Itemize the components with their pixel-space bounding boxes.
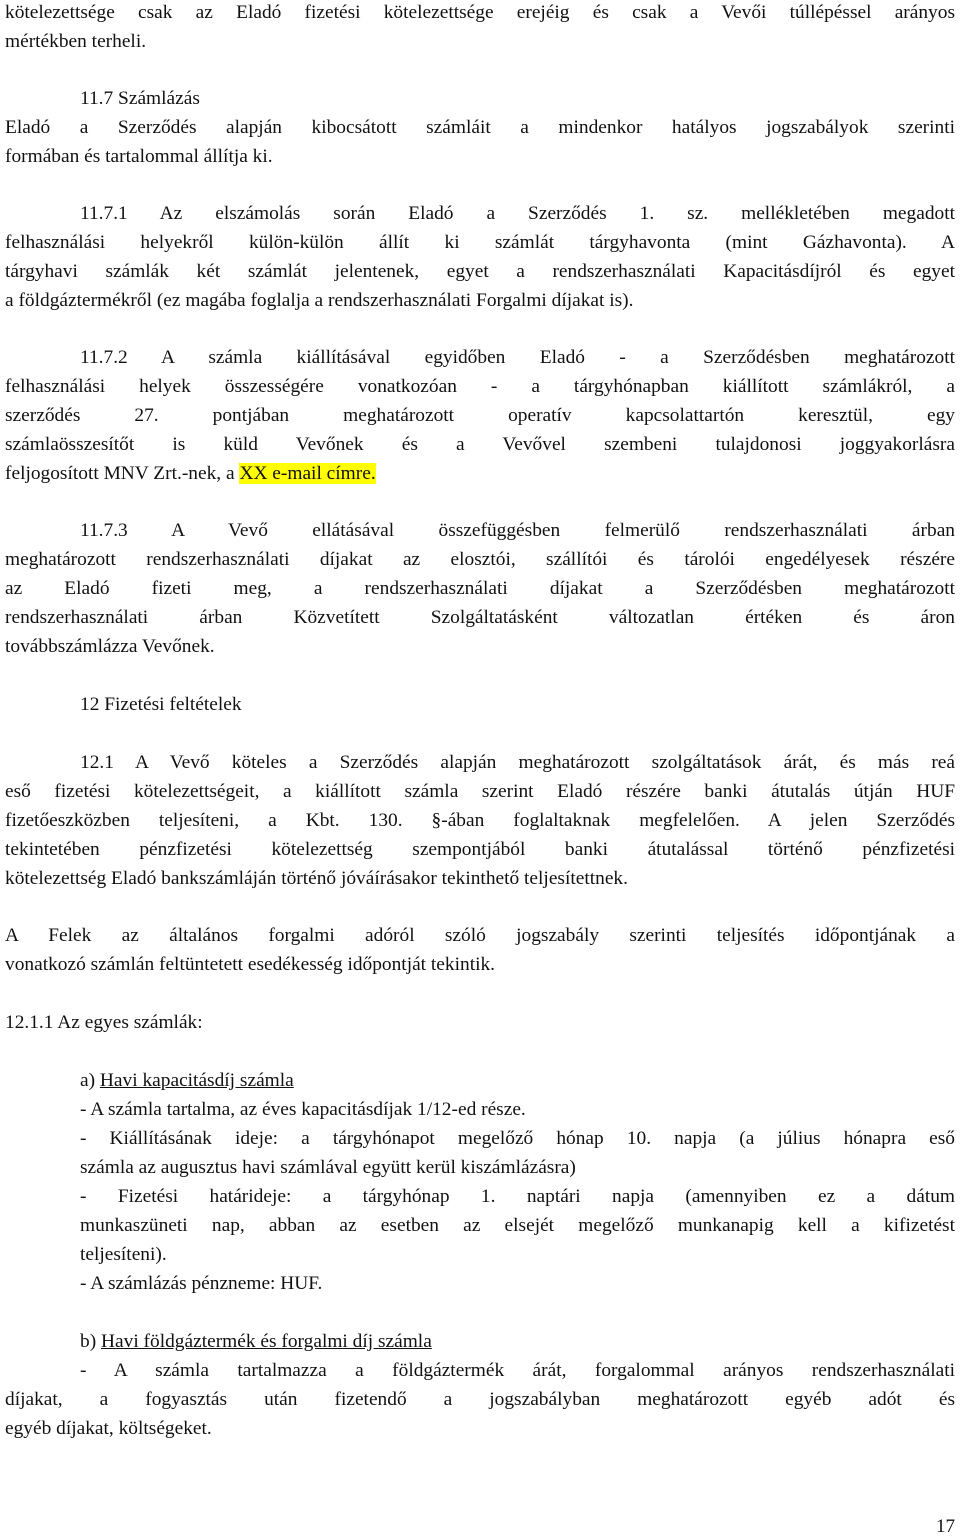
text-line: díjakat, a fogyasztás után fizetendő a jogszabályban meghatározott egyéb adót és (5, 1389, 955, 1410)
paragraph-11-7-3-first-line: 11.7.3 A Vevő ellátásával összefüggésben felmerülő rendszerhasználati árban (80, 520, 955, 541)
paragraph-12-1-first-line: 12.1 A Vevő köteles a Szerződés alapján meghatározott szolgáltatások árát, és más reá (80, 752, 955, 773)
highlighted-email-placeholder: XX e-mail címre. (239, 463, 376, 484)
text-line: továbbszámlázza Vevőnek. (5, 636, 215, 657)
list-item-b-heading (80, 1327, 432, 1356)
text-line: A Felek az általános forgalmi adóról szóló jogszabály szerinti teljesítés időpontjának a (5, 925, 955, 946)
text-line: felhasználási helyekről külön-külön állít ki számlát tárgyhavonta (mint Gázhavonta). A (5, 232, 955, 253)
text-line: számla az augusztus havi számlával együtt kerül kiszámlázásra) (80, 1157, 576, 1178)
text-line: - A számlázás pénzneme: HUF. (80, 1273, 323, 1294)
list-marker: b) (80, 1331, 102, 1352)
text-line: Eladó a Szerződés alapján kibocsátott számláit a mindenkor hatályos jogszabályok szerinti (5, 117, 955, 138)
text-line: egyéb díjakat, költségeket. (5, 1418, 212, 1439)
text-line: szerződés 27. pontjában meghatározott operatív kapcsolattartón keresztül, egy (5, 405, 955, 426)
list-item-title: Havi földgáztermék és forgalmi díj számla (101, 1331, 432, 1352)
text-line: tárgyhavi számlák két számlát jelentenek, egyet a rendszerhasználati Kapacitásdíjról és egyet (5, 261, 955, 282)
text-line: az Eladó fizeti meg, a rendszerhasználati díjakat a Szerződésben meghatározott (5, 578, 955, 599)
text-line: mértékben terheli. (5, 31, 147, 52)
text-line: - Kiállításának ideje: a tárgyhónapot megelőző hónap 10. napja (a július hónapra eső (80, 1128, 955, 1149)
paragraph-11-7-2-first-line: 11.7.2 A számla kiállításával egyidőben Eladó - a Szerződésben meghatározott (80, 347, 955, 368)
text-line: rendszerhasználati árban Közvetített Szolgáltatásként változatlan értéken és áron (5, 607, 955, 628)
text-line: formában és tartalommal állítja ki. (5, 146, 273, 167)
text-line: - A számla tartalmazza a földgáztermék árát, forgalommal arányos rendszerhasználati (80, 1360, 955, 1381)
subsection-heading-12-1-1: 12.1.1 Az egyes számlák: (5, 1012, 203, 1033)
text-line: tekintetében pénzfizetési kötelezettség szempontjából banki átutalással történő pénzfizetési (5, 839, 955, 860)
text-line (5, 459, 955, 488)
list-item-title: Havi kapacitásdíj számla (99, 1070, 294, 1091)
text-line: kötelezettség Eladó bankszámláján történő jóváírásakor tekinthető teljesítettnek. (5, 868, 628, 889)
text-line: fizetőeszközben teljesíteni, a Kbt. 130. §-ában foglaltaknak megfelelően. A jelen Szerződés (5, 810, 955, 831)
text-line: teljesíteni). (80, 1244, 167, 1265)
text-run: feljogosított MNV Zrt.-nek, a (5, 463, 240, 484)
text-line: meghatározott rendszerhasználati díjakat az elosztói, szállítói és tárolói engedélyesek részére (5, 549, 955, 570)
text-line: kötelezettsége csak az Eladó fizetési kötelezettsége erejéig és csak a Vevői túllépéssel arányos (5, 2, 955, 23)
text-line: - Fizetési határideje: a tárgyhónap 1. naptári napja (amennyiben ez a dátum (80, 1186, 955, 1207)
text-line: eső fizetési kötelezettségeit, a kiállított számla szerint Eladó részére banki átutalás útján HUF (5, 781, 955, 802)
text-line: számlaösszesítőt is küld Vevőnek és a Vevővel szembeni tulajdonosi joggyakorlásra (5, 434, 955, 455)
text-line: - A számla tartalma, az éves kapacitásdíjak 1/12-ed része. (80, 1099, 526, 1120)
text-line: vonatkozó számlán feltüntetett esedékesség időpontját tekintik. (5, 954, 496, 975)
section-heading-11-7: 11.7 Számlázás (80, 88, 200, 109)
paragraph-11-7-1-first-line: 11.7.1 Az elszámolás során Eladó a Szerződés 1. sz. mellékletében megadott (80, 203, 955, 224)
text-line: a földgáztermékről (ez magába foglalja a rendszerhasználati Forgalmi díjakat is). (5, 290, 634, 311)
page-number: 17 (936, 1516, 955, 1537)
text-line: munkaszüneti nap, abban az esetben az elsejét megelőző munkanapig kell a kifizetést (80, 1215, 955, 1236)
text-line: felhasználási helyek összességére vonatkozóan - a tárgyhónapban kiállított számlákról, a (5, 376, 955, 397)
list-item-a-heading (80, 1066, 294, 1095)
section-heading-12: 12 Fizetési feltételek (80, 694, 242, 715)
list-marker: a) (80, 1070, 100, 1091)
